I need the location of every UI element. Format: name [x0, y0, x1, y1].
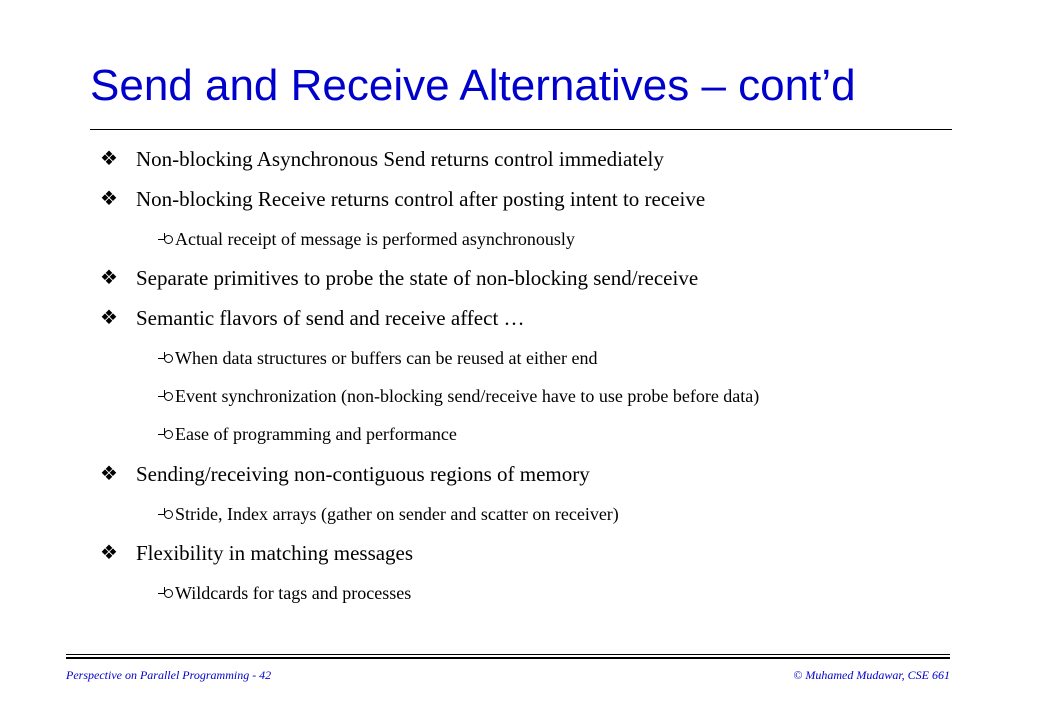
diamond-bullet-icon: ❖	[100, 307, 118, 329]
bullet-text: Semantic flavors of send and receive affect …	[136, 305, 525, 330]
bullet-text: Separate primitives to probe the state of non-blocking send/receive	[136, 265, 699, 290]
footer-page-label: Perspective on Parallel Programming - 42	[66, 668, 272, 682]
footer-divider	[66, 657, 950, 659]
bullet-text: Flexibility in matching messages	[136, 540, 414, 565]
sub-bullet-item	[158, 342, 597, 374]
bullet-item	[100, 302, 525, 334]
sub-bullet-text: Ease of programming and performance	[175, 423, 457, 444]
diamond-bullet-icon: ❖	[100, 267, 118, 289]
sub-bullet-icon	[158, 426, 174, 442]
sub-bullet-text: Stride, Index arrays (gather on sender and scatter on receiver)	[175, 503, 619, 524]
bullet-item	[100, 262, 698, 294]
sub-bullet-item	[158, 577, 411, 609]
diamond-bullet-icon: ❖	[100, 463, 118, 485]
bullet-text: Sending/receiving non-contiguous regions of memory	[136, 461, 590, 486]
title-divider	[90, 129, 952, 130]
footer-divider	[66, 654, 950, 655]
diamond-bullet-icon: ❖	[100, 148, 118, 170]
footer-copyright: © Muhamed Mudawar, CSE 661	[793, 668, 950, 682]
sub-bullet-item	[158, 498, 619, 530]
sub-bullet-item	[158, 418, 457, 450]
bullet-item	[100, 183, 705, 215]
sub-bullet-text: Event synchronization (non-blocking send/receive have to use probe before data)	[175, 385, 760, 406]
sub-bullet-icon	[158, 350, 174, 366]
slide-title: Send and Receive Alternatives – cont’d	[90, 61, 856, 110]
sub-bullet-text: Actual receipt of message is performed asynchronously	[175, 228, 575, 249]
bullet-item	[100, 458, 590, 490]
sub-bullet-icon	[158, 506, 174, 522]
sub-bullet-text: Wildcards for tags and processes	[175, 582, 412, 603]
sub-bullet-text: When data structures or buffers can be reused at either end	[175, 347, 598, 368]
bullet-item	[100, 537, 413, 569]
sub-bullet-icon	[158, 231, 174, 247]
sub-bullet-item	[158, 223, 575, 255]
sub-bullet-item	[158, 380, 759, 412]
diamond-bullet-icon: ❖	[100, 542, 118, 564]
bullet-item	[100, 143, 664, 175]
bullet-text: Non-blocking Asynchronous Send returns control immediately	[136, 146, 664, 171]
sub-bullet-icon	[158, 388, 174, 404]
diamond-bullet-icon: ❖	[100, 188, 118, 210]
bullet-text: Non-blocking Receive returns control after posting intent to receive	[136, 186, 706, 211]
sub-bullet-icon	[158, 585, 174, 601]
